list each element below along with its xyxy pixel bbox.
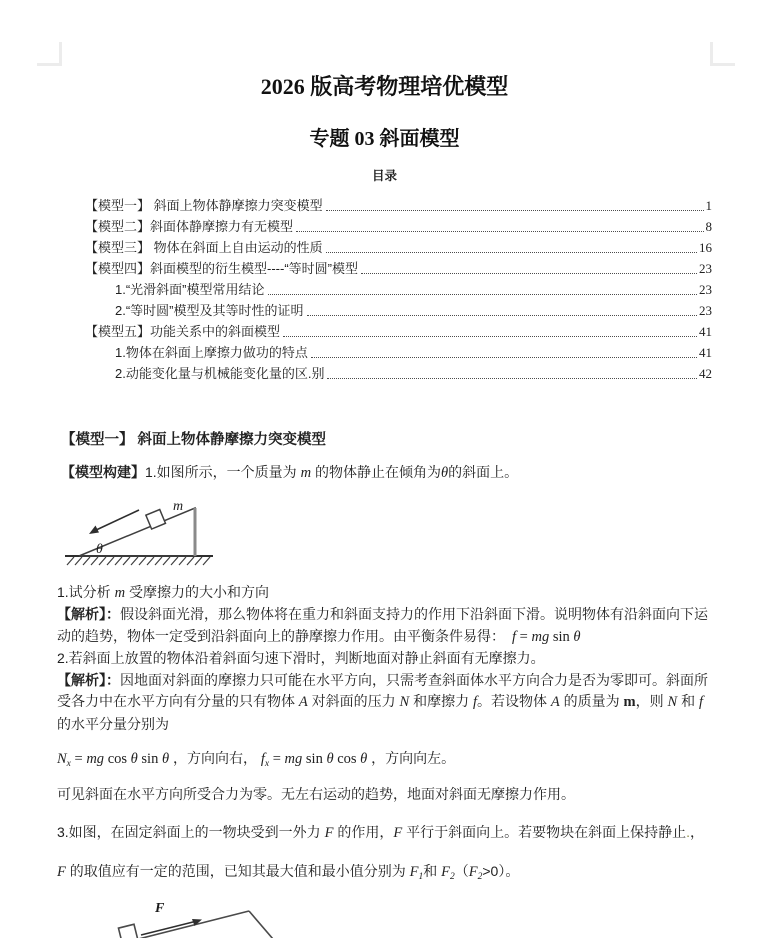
block-on-incline xyxy=(146,509,166,529)
text-segment: 的取值应有一定的范围，已知其最大值和最小值分别为 xyxy=(65,863,410,879)
slide-direction-arrowhead xyxy=(89,525,99,534)
toc-page-number: 1 xyxy=(705,198,712,213)
toc-dot-leader xyxy=(283,336,697,337)
toc-entry-model-1[interactable] xyxy=(57,193,712,214)
document-subtitle: 专题 03 斜面模型 xyxy=(309,128,460,150)
text-segment: A xyxy=(298,694,308,710)
text-segment: 的斜面上。 xyxy=(448,464,519,480)
text-segment: （ xyxy=(454,863,469,879)
text-segment: 和摩擦力 xyxy=(409,693,473,709)
text-segment: ，则 xyxy=(635,693,668,709)
text-segment: 3.如图，在固定斜面上的一物块受到一外力 xyxy=(57,824,325,840)
text-segment: 受摩擦力的大小和方向 xyxy=(125,583,269,600)
toc-dot-leader xyxy=(326,252,697,253)
text-segment: 和 xyxy=(677,693,699,709)
text-segment: . xyxy=(686,824,690,840)
text-segment: 的水平分量分别为 xyxy=(57,715,169,732)
text-segment: 的物体静止在倾角为 xyxy=(311,464,441,480)
table-of-contents xyxy=(57,193,712,382)
toc-dot-leader xyxy=(307,315,697,316)
text-segment: mg xyxy=(284,751,303,767)
toc-entry-model-4[interactable] xyxy=(57,256,712,277)
text-segment: F xyxy=(409,864,419,880)
toc-dot-leader xyxy=(296,231,703,232)
text-segment: sin xyxy=(302,751,327,767)
question-3 xyxy=(57,813,712,896)
document-page xyxy=(57,0,712,943)
text-segment: ，方向向右， xyxy=(169,750,261,766)
analysis-1 xyxy=(57,604,712,648)
toc-dot-leader xyxy=(326,210,704,211)
text-segment: x xyxy=(264,759,270,769)
force-label: F xyxy=(155,901,165,916)
text-segment: 因地面对斜面的摩擦力只可能在水平方向，只需考查斜面体水平方向合力是否为零即可。斜面所受各力中在水平方向有分量的只有物体 xyxy=(57,671,708,709)
toc-dot-leader xyxy=(311,357,697,358)
incline-figure-1 xyxy=(63,499,233,573)
text-segment: >0）。 xyxy=(482,863,520,879)
text-segment: θ xyxy=(161,751,170,767)
toc-entry-label: 2.动能变化量与机械能变化量的区.别 xyxy=(115,366,325,381)
toc-entry-label: 1.“光滑斜面”模型常用结论 xyxy=(115,282,265,297)
toc-entry-label: 【模型一】 斜面上物体静摩擦力突变模型 xyxy=(85,198,323,213)
text-segment: 和 xyxy=(423,863,442,879)
toc-entry-label: 【模型四】斜面模型的衍生模型----“等时圆”模型 xyxy=(85,261,358,276)
text-segment: ， xyxy=(689,824,704,840)
toc-entry-model-2[interactable] xyxy=(57,214,712,235)
text-segment: N xyxy=(667,694,678,710)
toc-dot-leader xyxy=(327,378,697,379)
text-segment: F xyxy=(468,864,478,880)
text-segment: x xyxy=(66,759,71,769)
incline-figure-2 xyxy=(89,898,319,938)
text-segment: θ xyxy=(360,751,368,767)
text-segment: cos xyxy=(104,751,131,767)
force-arrow xyxy=(141,921,197,935)
text-segment: 的作用， xyxy=(333,824,394,840)
toc-page-number: 16 xyxy=(699,240,712,255)
toc-dot-leader xyxy=(268,294,697,295)
toc-entry-label: 2.“等时圆”模型及其等时性的证明 xyxy=(115,303,304,318)
text-segment: 1 xyxy=(418,872,424,882)
text-segment: f xyxy=(698,694,704,710)
text-segment: 平行于斜面向上。若要物块在斜面上保持静止 xyxy=(402,824,687,840)
toc-entry-model-5-sub-2[interactable] xyxy=(57,361,712,382)
text-segment: = xyxy=(70,751,87,767)
text-segment: 2 xyxy=(450,872,455,882)
analysis-2 xyxy=(57,670,712,736)
text-segment: mg xyxy=(86,751,105,767)
block-on-incline-2 xyxy=(118,924,137,938)
toc-entry-model-4-sub-1[interactable] xyxy=(57,277,712,298)
text-segment: F xyxy=(441,864,450,880)
text-segment: cos xyxy=(333,751,361,767)
text-segment: 可见斜面在水平方向所受合力为零。无左右运动的趋势，地面对斜面无摩擦力作用。 xyxy=(57,786,575,802)
text-segment: 2 xyxy=(477,872,483,882)
page-margin-mark-top-right xyxy=(710,42,735,66)
model-build-paragraph xyxy=(57,462,712,485)
text-segment: θ xyxy=(326,751,334,767)
text-segment: f xyxy=(512,628,517,645)
text-segment: N xyxy=(57,751,67,767)
angle-label: θ xyxy=(96,541,103,557)
toc-page-number: 23 xyxy=(699,303,712,318)
mass-label: m xyxy=(173,498,184,514)
text-segment: A xyxy=(550,694,560,710)
text-segment: sin xyxy=(137,751,162,767)
toc-page-number: 42 xyxy=(699,366,712,381)
text-segment: θ xyxy=(440,465,449,481)
toc-entry-model-5-sub-1[interactable] xyxy=(57,340,712,361)
text-segment: 假设斜面光滑，那么物体将在重力和斜面支持力的作用下沿斜面下滑。说明物体有沿斜面向下运动的趋势，物体一定受到沿斜面向上的静摩擦力作用。由平衡条件易得： xyxy=(57,606,708,644)
toc-heading: 目录 xyxy=(371,169,397,183)
text-segment: N xyxy=(399,694,410,710)
toc-entry-model-4-sub-2[interactable] xyxy=(57,298,712,319)
incline-right-side xyxy=(249,911,285,938)
slide-direction-arrow xyxy=(94,510,139,531)
section-heading-model-1: 【模型一】 斜面上物体静摩擦力突变模型 xyxy=(61,432,327,448)
text-segment: = xyxy=(516,628,532,645)
toc-entry-model-3[interactable] xyxy=(57,235,712,256)
incline-hypotenuse xyxy=(95,911,249,938)
text-segment: 【解析】： xyxy=(57,671,120,688)
document-title: 2026 版高考物理培优模型 xyxy=(260,74,509,99)
text-segment: 对斜面的压力 xyxy=(307,693,400,709)
toc-entry-label: 1.物体在斜面上摩擦力做功的特点 xyxy=(115,345,308,360)
text-segment: 【解析】： xyxy=(57,606,120,622)
text-segment: sin xyxy=(549,628,574,645)
text-segment: m xyxy=(300,465,312,481)
toc-page-number: 8 xyxy=(705,219,712,234)
text-segment: 。若设物体 xyxy=(477,693,551,709)
toc-page-number: 41 xyxy=(699,345,712,360)
text-segment: f xyxy=(260,751,265,767)
toc-entry-model-5[interactable] xyxy=(57,319,712,340)
text-segment: θ xyxy=(130,751,138,767)
conclusion-2 xyxy=(57,784,712,804)
text-segment: θ xyxy=(573,628,581,645)
toc-entry-label: 【模型二】斜面体静摩擦力有无模型 xyxy=(85,219,294,234)
ground-hatching xyxy=(67,557,210,565)
toc-page-number: 23 xyxy=(699,261,712,276)
text-segment: f xyxy=(472,694,478,710)
toc-page-number: 23 xyxy=(699,282,712,297)
question-1 xyxy=(57,582,712,605)
text-segment: 2.若斜面上放置的物体沿着斜面匀速下滑时，判断地面对静止斜面有无摩擦力。 xyxy=(57,650,545,666)
toc-entry-label: 【模型三】 物体在斜面上自由运动的性质 xyxy=(85,240,323,255)
horizontal-components-formula xyxy=(57,748,712,769)
text-segment: = xyxy=(269,751,285,767)
text-segment: F xyxy=(393,825,403,841)
text-segment: 的质量为 xyxy=(559,693,624,709)
toc-dot-leader xyxy=(361,273,697,274)
text-segment: F xyxy=(57,864,66,880)
text-segment: mg xyxy=(531,628,550,645)
text-segment: ，方向向左。 xyxy=(367,750,456,766)
question-2 xyxy=(57,648,712,670)
toc-entry-label: 【模型五】功能关系中的斜面模型 xyxy=(85,324,281,339)
text-segment: F xyxy=(324,825,334,841)
toc-page-number: 41 xyxy=(699,324,712,339)
text-segment: 1.如图所示，一个质量为 xyxy=(145,464,301,480)
text-segment: 1.试分析 xyxy=(57,583,115,600)
text-segment: 【模型构建】 xyxy=(61,464,145,480)
text-segment: m xyxy=(623,694,636,710)
text-segment: m xyxy=(114,584,126,601)
